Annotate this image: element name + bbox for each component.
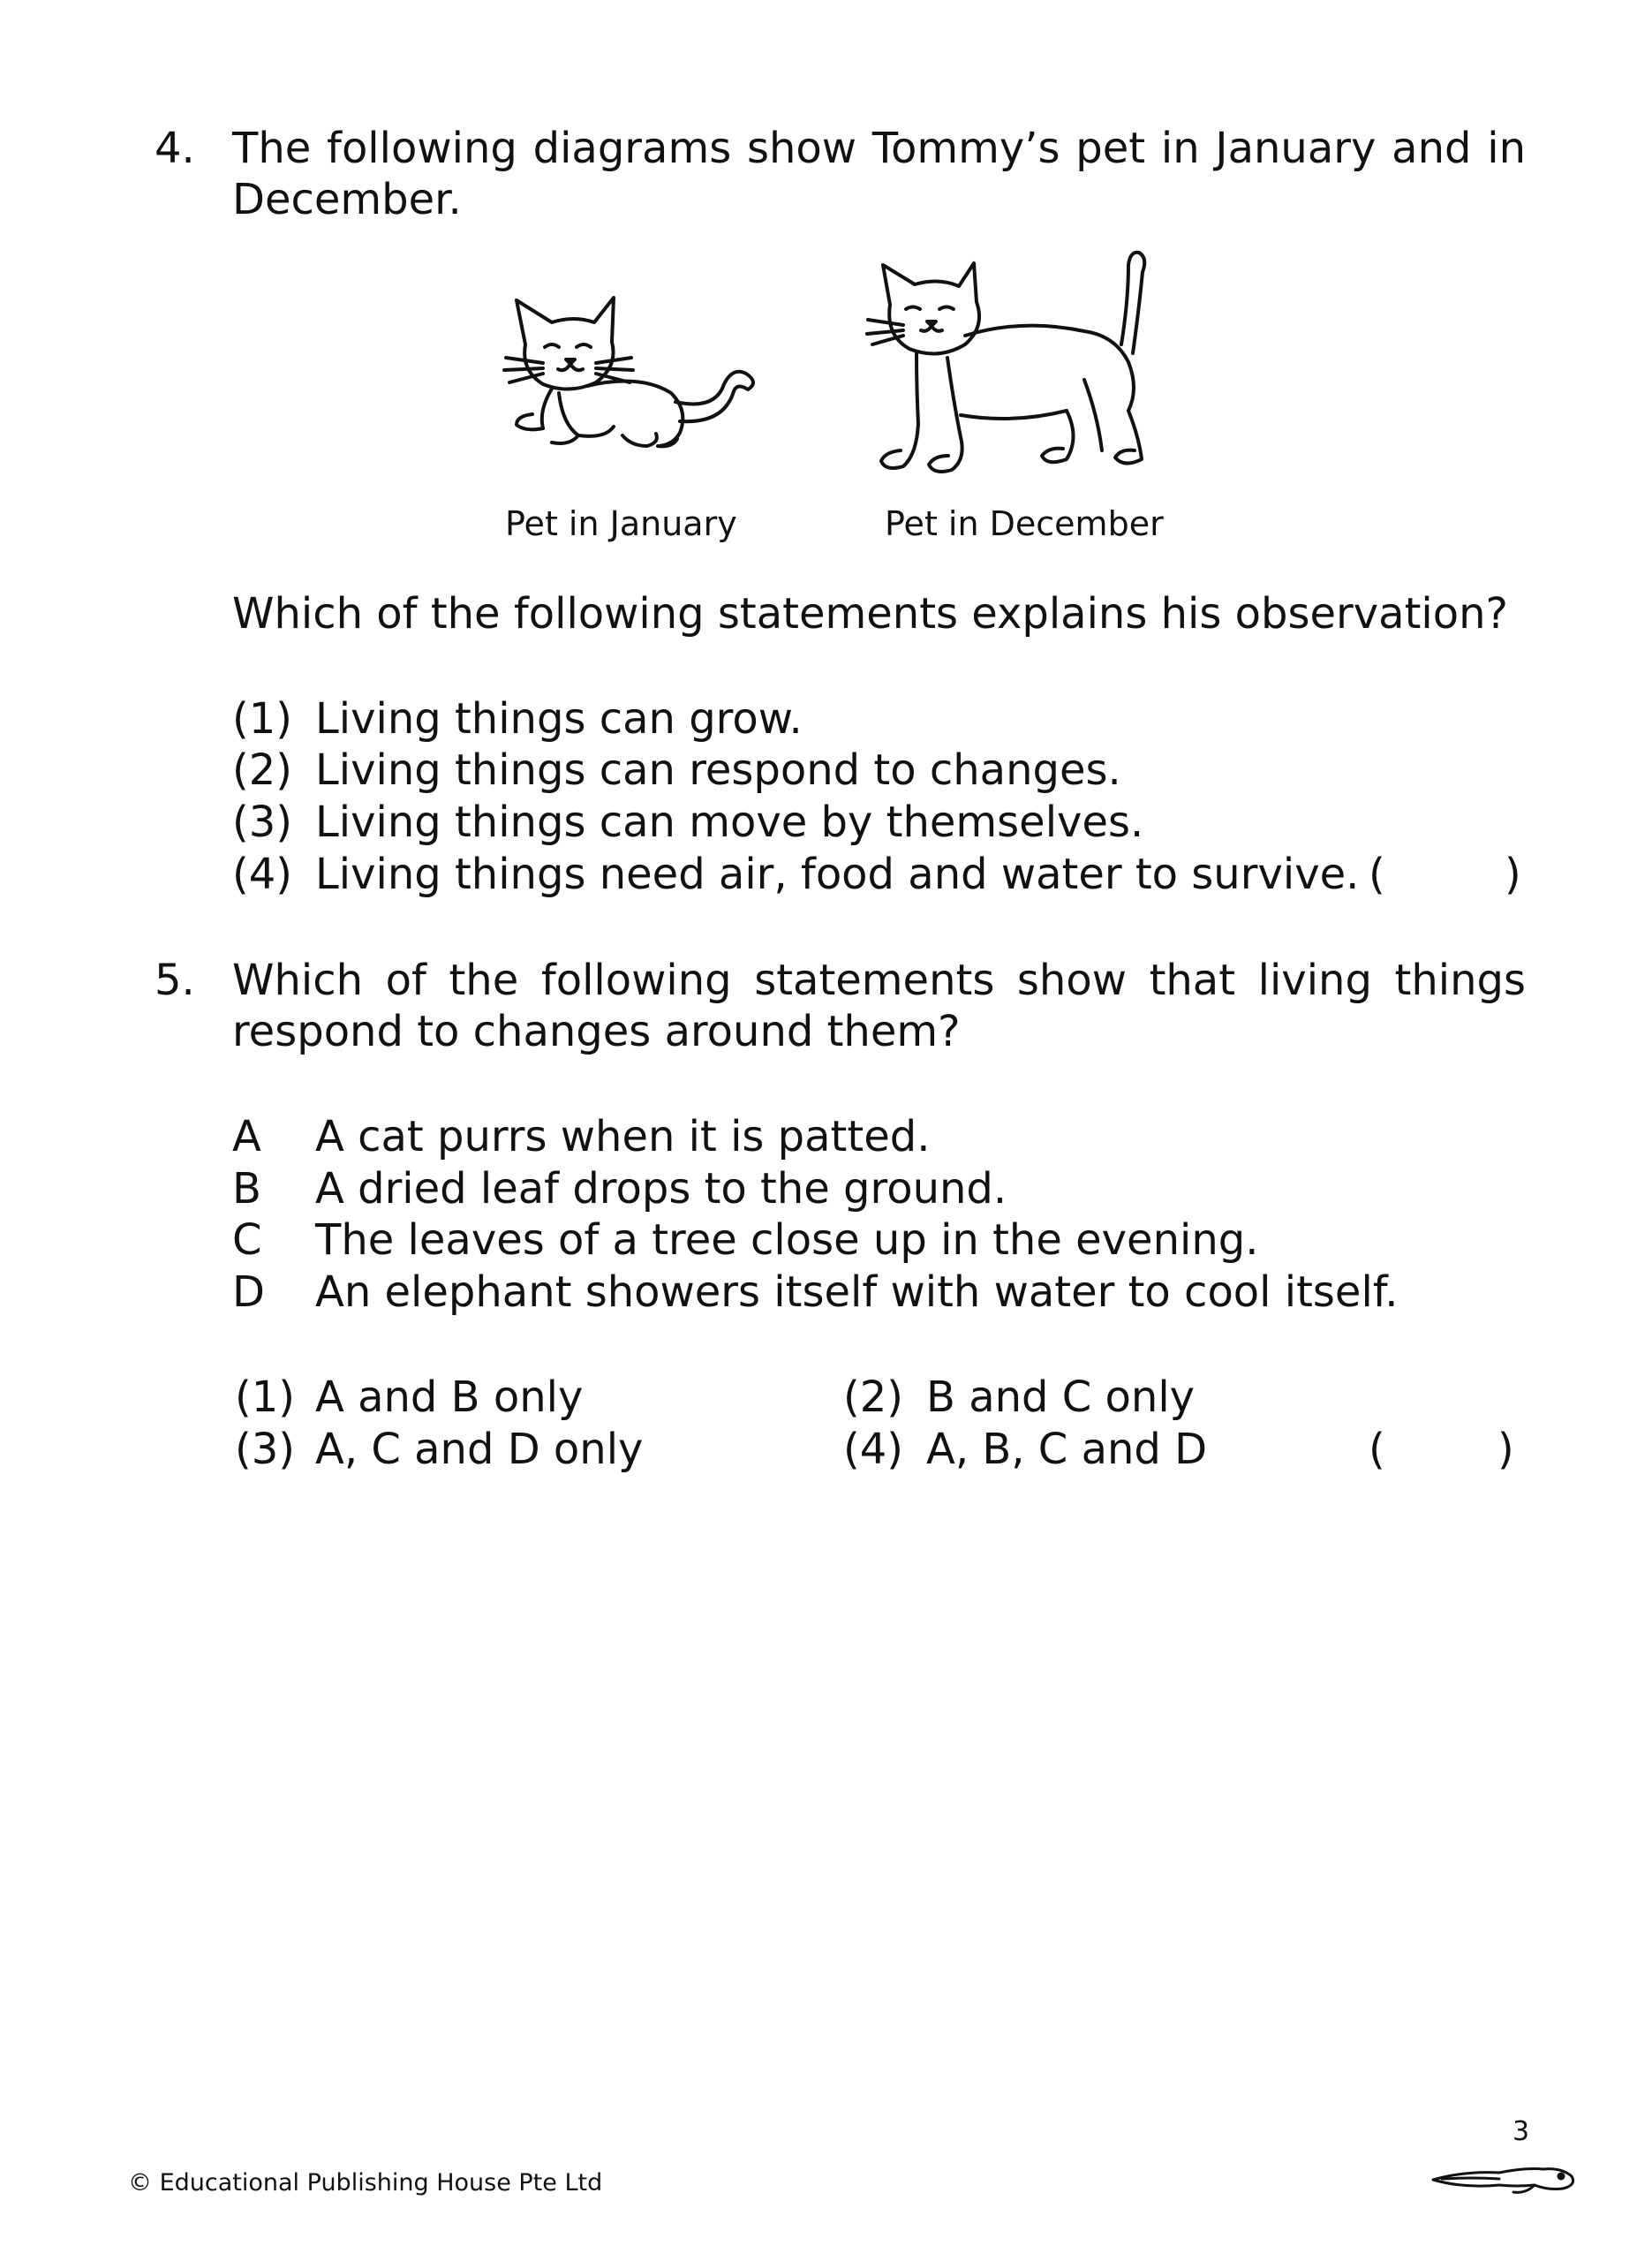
q5-option-1-text: A and B only	[315, 1372, 584, 1422]
q4-stem-line2: December.	[232, 175, 462, 224]
q4-option-2-text: Living things can respond to changes.	[315, 745, 1121, 795]
pet-december-caption: Pet in December	[885, 504, 1164, 543]
q5-statement-c-text: The leaves of a tree close up in the evening.	[315, 1215, 1259, 1265]
q5-option-2-text: B and C only	[926, 1372, 1196, 1422]
pet-january-caption: Pet in January	[505, 504, 737, 543]
q4-answer-close-paren: )	[1505, 850, 1521, 899]
q5-number: 5.	[155, 956, 195, 1005]
q5-statement-d-label: D	[232, 1267, 265, 1317]
q5-stem-line1: Which of the following statements show that living things	[232, 956, 1526, 1005]
grown-cat-icon	[864, 247, 1181, 495]
q5-statement-a-label: A	[232, 1112, 261, 1161]
q4-option-4-label: (4)	[232, 850, 292, 899]
q4-stem-line1: The following diagrams show Tommy’s pet in January and in	[232, 124, 1526, 173]
q5-option-4-label: (4)	[843, 1425, 903, 1474]
q5-statement-b-label: B	[232, 1164, 261, 1214]
q5-statement-a-text: A cat purrs when it is patted.	[315, 1112, 931, 1161]
q5-option-3-text: A, C and D only	[315, 1425, 644, 1474]
tadpole-icon	[1429, 2155, 1579, 2199]
q4-number: 4.	[155, 124, 195, 173]
kitten-icon	[490, 278, 773, 455]
q5-statement-b-text: A dried leaf drops to the ground.	[315, 1164, 1007, 1214]
q4-option-3-label: (3)	[232, 798, 292, 847]
q5-answer-close-paren: )	[1497, 1425, 1514, 1474]
q4-option-2-label: (2)	[232, 745, 292, 795]
q5-option-1-label: (1)	[235, 1372, 295, 1422]
q4-question: Which of the following statements explains his observation?	[232, 589, 1508, 639]
q4-option-4-text: Living things need air, food and water to survive.	[315, 850, 1360, 899]
q5-statement-d-text: An elephant showers itself with water to cool itself.	[315, 1267, 1399, 1317]
q5-stem-line2: respond to changes around them?	[232, 1007, 961, 1056]
page-number: 3	[1512, 2116, 1530, 2147]
q4-option-1-text: Living things can grow.	[315, 694, 803, 744]
q4-answer-open-paren: (	[1369, 850, 1385, 899]
q4-option-1-label: (1)	[232, 694, 292, 744]
q5-option-3-label: (3)	[235, 1425, 295, 1474]
copyright-text: © Educational Publishing House Pte Ltd	[128, 2169, 603, 2197]
q5-option-4-text: A, B, C and D	[926, 1425, 1208, 1474]
q5-statement-c-label: C	[232, 1215, 262, 1265]
q5-answer-open-paren: (	[1369, 1425, 1385, 1474]
q4-option-3-text: Living things can move by themselves.	[315, 798, 1144, 847]
q5-option-2-label: (2)	[843, 1372, 903, 1422]
